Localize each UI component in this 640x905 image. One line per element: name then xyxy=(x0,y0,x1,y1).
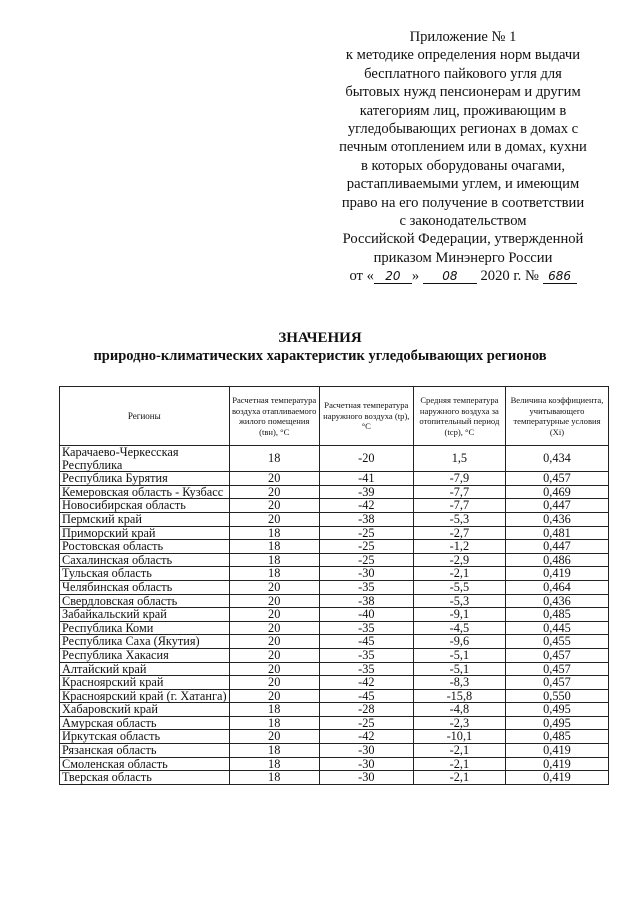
indoor-temp-cell: 20 xyxy=(229,621,319,635)
coefficient-cell: 0,436 xyxy=(505,594,608,608)
appendix-line: приказом Минэнерго России xyxy=(373,249,553,266)
region-name-cell: Свердловская область xyxy=(60,594,230,608)
appendix-line: бесплатного пайкового угля для xyxy=(364,65,562,82)
coefficient-cell: 0,447 xyxy=(505,499,608,513)
indoor-temp-cell: 18 xyxy=(229,716,319,730)
avg-temp-cell: -2,1 xyxy=(413,757,505,771)
table-row xyxy=(60,757,609,771)
coefficient-cell: 0,495 xyxy=(505,703,608,717)
region-name-cell: Кемеровская область - Кузбасс xyxy=(60,485,230,499)
appendix-line: Приложение № 1 xyxy=(409,29,517,45)
avg-temp-cell: -5,3 xyxy=(413,512,505,526)
coefficient-cell: 0,457 xyxy=(505,472,608,486)
outdoor-temp-cell: -35 xyxy=(319,662,413,676)
region-name-cell: Республика Коми xyxy=(60,621,230,635)
table-row xyxy=(60,703,609,717)
table-row xyxy=(60,512,609,526)
indoor-temp-cell: 18 xyxy=(229,744,319,758)
avg-temp-cell: -7,9 xyxy=(413,472,505,486)
coefficient-cell: 0,485 xyxy=(505,608,608,622)
region-name-cell: Республика Бурятия xyxy=(60,472,230,486)
coefficient-cell: 0,486 xyxy=(505,553,608,567)
approval-date-line xyxy=(322,267,604,285)
coefficient-cell: 0,447 xyxy=(505,540,608,554)
coefficient-cell: 0,436 xyxy=(505,512,608,526)
avg-temp-cell: -2,3 xyxy=(413,716,505,730)
date-prefix: от « xyxy=(349,268,374,285)
outdoor-temp-cell: -42 xyxy=(319,676,413,690)
region-name-cell: Рязанская область xyxy=(60,744,230,758)
table-row xyxy=(60,567,609,581)
outdoor-temp-cell: -30 xyxy=(319,771,413,785)
avg-temp-cell: -9,1 xyxy=(413,608,505,622)
indoor-temp-cell: 18 xyxy=(229,540,319,554)
avg-temp-cell: -1,2 xyxy=(413,540,505,554)
indoor-temp-cell: 20 xyxy=(229,472,319,486)
coefficient-cell: 0,419 xyxy=(505,771,608,785)
coefficient-cell: 0,457 xyxy=(505,648,608,662)
avg-temp-cell: 1,5 xyxy=(413,446,505,472)
outdoor-temp-cell: -25 xyxy=(319,540,413,554)
region-name-cell: Красноярский край xyxy=(60,676,230,690)
indoor-temp-cell: 20 xyxy=(229,512,319,526)
coefficient-cell: 0,445 xyxy=(505,621,608,635)
outdoor-temp-cell: -42 xyxy=(319,730,413,744)
outdoor-temp-cell: -30 xyxy=(319,757,413,771)
table-row xyxy=(60,648,609,662)
header-indoor-temp: Расчетная температура воздуха отапливаемого жилого помещения (tвн), °С xyxy=(229,387,319,446)
handwritten-day: 20 xyxy=(374,269,412,284)
coefficient-cell: 0,457 xyxy=(505,676,608,690)
avg-temp-cell: -9,6 xyxy=(413,635,505,649)
appendix-line: угледобывающих регионах в домах с xyxy=(347,121,579,138)
table-body xyxy=(60,446,609,785)
appendix-line: категориям лиц, проживающим в xyxy=(359,102,567,119)
date-year: 2020 г. № xyxy=(480,268,539,285)
header-outdoor-temp: Расчетная температура наружного воздуха (tр), °С xyxy=(319,387,413,446)
indoor-temp-cell: 18 xyxy=(229,446,319,472)
document-subtitle: природно-климатических характеристик угледобывающих регионов xyxy=(93,348,547,364)
table-row xyxy=(60,485,609,499)
outdoor-temp-cell: -25 xyxy=(319,553,413,567)
coefficient-cell: 0,457 xyxy=(505,662,608,676)
region-name-cell: Республика Саха (Якутия) xyxy=(60,635,230,649)
coefficient-cell: 0,495 xyxy=(505,716,608,730)
indoor-temp-cell: 20 xyxy=(229,485,319,499)
region-name-cell: Амурская область xyxy=(60,716,230,730)
avg-temp-cell: -5,3 xyxy=(413,594,505,608)
table-row xyxy=(60,676,609,690)
outdoor-temp-cell: -40 xyxy=(319,608,413,622)
outdoor-temp-cell: -42 xyxy=(319,499,413,513)
avg-temp-cell: -5,1 xyxy=(413,648,505,662)
region-name-cell: Приморский край xyxy=(60,526,230,540)
appendix-line: к методике определения норм выдачи xyxy=(345,47,581,64)
table-row xyxy=(60,608,609,622)
table-row xyxy=(60,744,609,758)
indoor-temp-cell: 18 xyxy=(229,567,319,581)
table-row xyxy=(60,662,609,676)
coefficient-cell: 0,469 xyxy=(505,485,608,499)
avg-temp-cell: -2,7 xyxy=(413,526,505,540)
avg-temp-cell: -5,5 xyxy=(413,580,505,594)
outdoor-temp-cell: -20 xyxy=(319,446,413,472)
appendix-line: право на его получение в соответствии xyxy=(341,194,585,211)
outdoor-temp-cell: -25 xyxy=(319,716,413,730)
region-name-cell: Тверская область xyxy=(60,771,230,785)
appendix-line: бытовых нужд пенсионерам и другим xyxy=(345,84,581,101)
outdoor-temp-cell: -38 xyxy=(319,594,413,608)
outdoor-temp-cell: -35 xyxy=(319,580,413,594)
coefficient-cell: 0,434 xyxy=(505,446,608,472)
outdoor-temp-cell: -45 xyxy=(319,689,413,703)
region-name-cell: Пермский край xyxy=(60,512,230,526)
table-row xyxy=(60,446,609,472)
header-avg-temp: Средняя температура наружного воздуха за отопительный период (tср), °С xyxy=(413,387,505,446)
indoor-temp-cell: 20 xyxy=(229,676,319,690)
table-row xyxy=(60,635,609,649)
indoor-temp-cell: 20 xyxy=(229,499,319,513)
table-row xyxy=(60,499,609,513)
region-name-cell: Хабаровский край xyxy=(60,703,230,717)
table-row xyxy=(60,526,609,540)
indoor-temp-cell: 20 xyxy=(229,580,319,594)
outdoor-temp-cell: -28 xyxy=(319,703,413,717)
table-row xyxy=(60,716,609,730)
region-name-cell: Тульская область xyxy=(60,567,230,581)
indoor-temp-cell: 20 xyxy=(229,648,319,662)
outdoor-temp-cell: -38 xyxy=(319,512,413,526)
region-name-cell: Новосибирская область xyxy=(60,499,230,513)
table-row xyxy=(60,540,609,554)
outdoor-temp-cell: -25 xyxy=(319,526,413,540)
header-regions: Регионы xyxy=(60,387,230,446)
avg-temp-cell: -7,7 xyxy=(413,485,505,499)
handwritten-month: 08 xyxy=(423,269,477,284)
region-name-cell: Смоленская область xyxy=(60,757,230,771)
document-title: ЗНАЧЕНИЯ xyxy=(278,330,362,346)
indoor-temp-cell: 20 xyxy=(229,730,319,744)
coefficient-cell: 0,485 xyxy=(505,730,608,744)
appendix-line: Российской Федерации, утвержденной xyxy=(342,231,584,248)
appendix-line: в которых оборудованы очагами, xyxy=(360,157,566,174)
coefficient-cell: 0,455 xyxy=(505,635,608,649)
table-row xyxy=(60,621,609,635)
coefficient-cell: 0,464 xyxy=(505,580,608,594)
table-row xyxy=(60,553,609,567)
indoor-temp-cell: 18 xyxy=(229,771,319,785)
region-name-cell: Алтайский край xyxy=(60,662,230,676)
appendix-line: с законодательством xyxy=(399,213,527,230)
avg-temp-cell: -8,3 xyxy=(413,676,505,690)
appendix-lines xyxy=(322,28,604,267)
avg-temp-cell: -4,5 xyxy=(413,621,505,635)
coefficient-cell: 0,419 xyxy=(505,567,608,581)
avg-temp-cell: -10,1 xyxy=(413,730,505,744)
outdoor-temp-cell: -30 xyxy=(319,744,413,758)
appendix-line: печным отоплением или в домах, кухни xyxy=(339,139,587,156)
region-name-cell: Сахалинская область xyxy=(60,553,230,567)
appendix-line: растапливаемыми углем, и имеющим xyxy=(346,176,580,193)
coefficient-cell: 0,550 xyxy=(505,689,608,703)
outdoor-temp-cell: -45 xyxy=(319,635,413,649)
region-name-cell: Челябинская область xyxy=(60,580,230,594)
indoor-temp-cell: 20 xyxy=(229,608,319,622)
avg-temp-cell: -5,1 xyxy=(413,662,505,676)
avg-temp-cell: -4,8 xyxy=(413,703,505,717)
indoor-temp-cell: 20 xyxy=(229,635,319,649)
indoor-temp-cell: 20 xyxy=(229,662,319,676)
table-row xyxy=(60,689,609,703)
region-name-cell: Ростовская область xyxy=(60,540,230,554)
indoor-temp-cell: 18 xyxy=(229,526,319,540)
indoor-temp-cell: 18 xyxy=(229,553,319,567)
region-name-cell: Республика Хакасия xyxy=(60,648,230,662)
date-mid: » xyxy=(411,268,420,285)
region-name-cell: Забайкальский край xyxy=(60,608,230,622)
avg-temp-cell: -2,1 xyxy=(413,567,505,581)
indoor-temp-cell: 18 xyxy=(229,703,319,717)
outdoor-temp-cell: -35 xyxy=(319,621,413,635)
indoor-temp-cell: 20 xyxy=(229,594,319,608)
region-name-cell: Карачаево-Черкесская Республика xyxy=(60,446,230,472)
coefficient-cell: 0,481 xyxy=(505,526,608,540)
region-name-cell: Красноярский край (г. Хатанга) xyxy=(60,689,230,703)
avg-temp-cell: -2,1 xyxy=(413,771,505,785)
outdoor-temp-cell: -35 xyxy=(319,648,413,662)
avg-temp-cell: -15,8 xyxy=(413,689,505,703)
coefficient-cell: 0,419 xyxy=(505,757,608,771)
outdoor-temp-cell: -39 xyxy=(319,485,413,499)
table-row xyxy=(60,771,609,785)
indoor-temp-cell: 20 xyxy=(229,689,319,703)
avg-temp-cell: -2,1 xyxy=(413,744,505,758)
table-header-row xyxy=(60,387,609,446)
climate-table xyxy=(59,386,609,785)
handwritten-order-number: 686 xyxy=(543,269,577,284)
appendix-header xyxy=(322,28,604,286)
outdoor-temp-cell: -30 xyxy=(319,567,413,581)
table-row xyxy=(60,594,609,608)
coefficient-cell: 0,419 xyxy=(505,744,608,758)
outdoor-temp-cell: -41 xyxy=(319,472,413,486)
region-name-cell: Иркутская область xyxy=(60,730,230,744)
table-row xyxy=(60,472,609,486)
indoor-temp-cell: 18 xyxy=(229,757,319,771)
avg-temp-cell: -2,9 xyxy=(413,553,505,567)
table-row xyxy=(60,730,609,744)
avg-temp-cell: -7,7 xyxy=(413,499,505,513)
header-coefficient: Величина коэффициента, учитывающего температурные условия (Хi) xyxy=(505,387,608,446)
table-row xyxy=(60,580,609,594)
